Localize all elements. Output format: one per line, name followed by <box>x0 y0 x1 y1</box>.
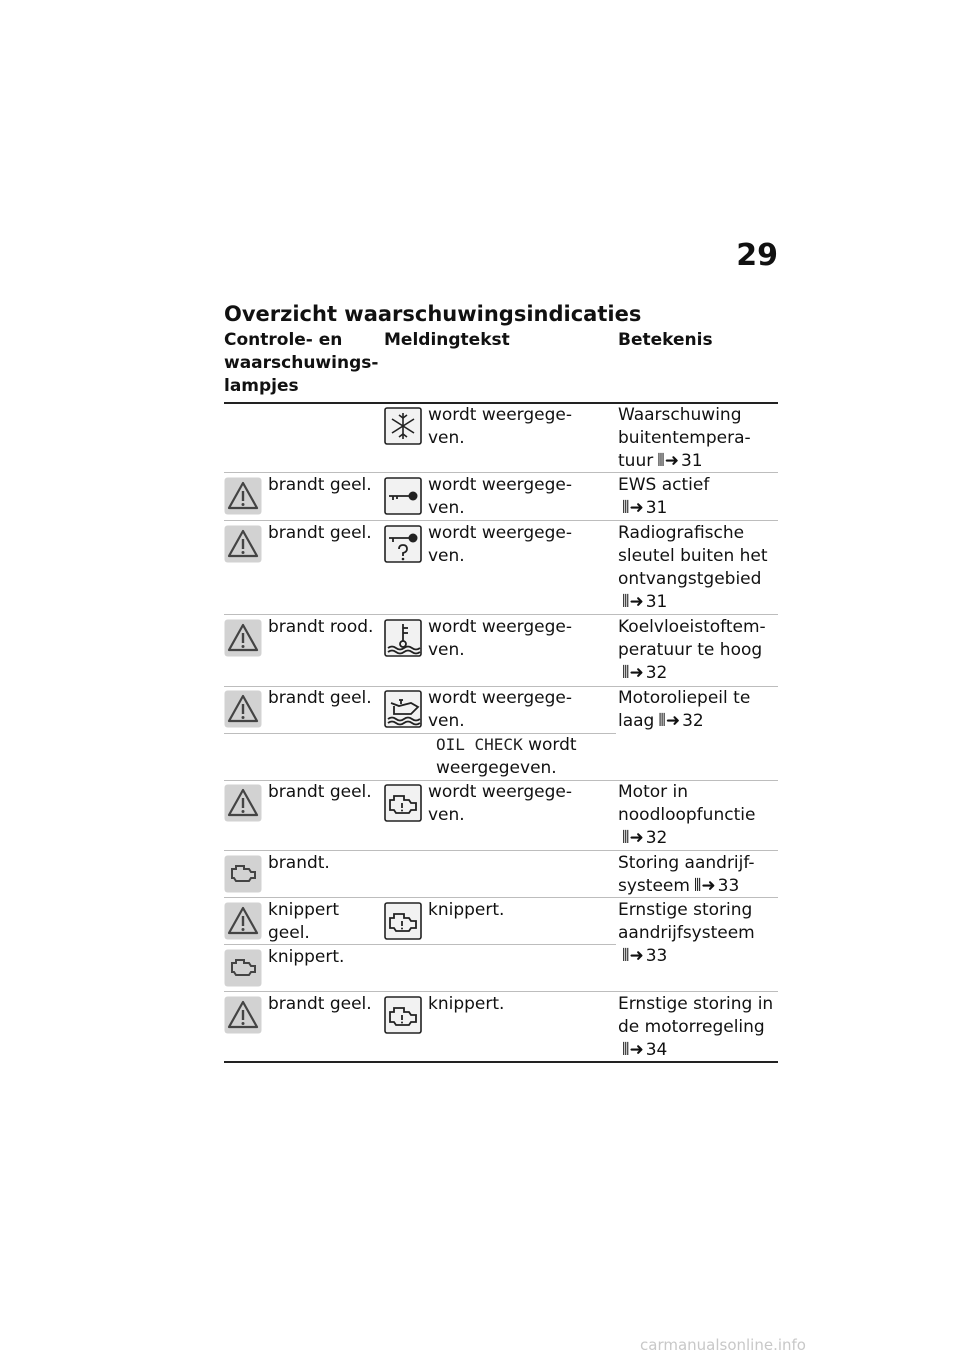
row8-meaning: Ernstige storing aandrijfsysteem ⦀➜ 33 <box>618 900 755 966</box>
row3-lamp: brandt geel. <box>268 523 372 543</box>
engine-icon <box>384 902 422 940</box>
warning-triangle-icon <box>224 619 262 657</box>
row1-message: wordt weergege-ven. <box>428 405 573 448</box>
warning-triangle-icon <box>224 784 262 822</box>
reference-arrow-icon: ⦀➜ <box>693 876 716 896</box>
row5-lamp: brandt geel. <box>268 688 372 708</box>
reference-arrow-icon: ⦀➜ <box>622 498 644 518</box>
oil-can-icon <box>384 690 422 728</box>
snowflake-icon <box>384 407 422 445</box>
reference-arrow-icon: ⦀➜ <box>657 451 679 471</box>
row5-message: wordt weergege-ven. <box>428 688 573 731</box>
row2-lamp: brandt geel. <box>268 475 372 495</box>
warning-triangle-icon <box>224 996 262 1034</box>
row6-meaning: Motor in noodloopfunctie ⦀➜ 32 <box>618 782 756 848</box>
warning-triangle-icon <box>224 477 262 515</box>
key-question-icon <box>384 525 422 563</box>
row3-meaning: Radiografische sleutel buiten het ontvangstgebied ⦀➜ 31 <box>618 523 768 612</box>
row2-message: wordt weergege-ven. <box>428 475 573 518</box>
row6-lamp: brandt geel. <box>268 782 372 802</box>
section-title: Overzicht waarschuwingsindicaties <box>224 302 642 326</box>
reference-arrow-icon: ⦀➜ <box>622 828 644 848</box>
engine-icon <box>384 784 422 822</box>
row1-meaning: Waarschuwing buitentempera-tuur ⦀➜ 31 <box>618 405 751 471</box>
reference-arrow-icon: ⦀➜ <box>622 1040 644 1060</box>
row8-message: knippert. <box>428 900 505 920</box>
header-meaning: Betekenis <box>618 330 713 350</box>
row3-message: wordt weergege-ven. <box>428 523 573 566</box>
footer-watermark: carmanualsonline.info <box>640 1336 806 1354</box>
page-number: 29 <box>736 238 778 273</box>
row4-meaning: Koelvloeistoftem-peratuur te hoog ⦀➜ 32 <box>618 617 766 683</box>
row5-extra-message: OIL CHECK wordt weergegeven. <box>436 735 577 778</box>
warning-triangle-icon <box>224 902 262 940</box>
engine-icon <box>384 996 422 1034</box>
row4-message: wordt weergege-ven. <box>428 617 573 660</box>
warning-triangle-icon <box>224 690 262 728</box>
table-bottom-rule <box>224 1061 778 1063</box>
row5-meaning: Motoroliepeil te laag ⦀➜ 32 <box>618 688 751 731</box>
reference-arrow-icon: ⦀➜ <box>622 663 644 683</box>
header-message: Meldingtekst <box>384 330 510 350</box>
coolant-temp-icon <box>384 619 422 657</box>
engine-warning-icon <box>224 855 262 893</box>
reference-arrow-icon: ⦀➜ <box>622 592 644 612</box>
reference-arrow-icon: ⦀➜ <box>658 711 681 731</box>
warning-triangle-icon <box>224 525 262 563</box>
row9-meaning: Ernstige storing in de motorregeling ⦀➜ 34 <box>618 994 774 1060</box>
row6-message: wordt weergege-ven. <box>428 782 573 825</box>
engine-warning-icon <box>224 949 262 987</box>
row4-lamp: brandt rood. <box>268 617 374 637</box>
row7-lamp: brandt. <box>268 853 330 873</box>
row8-lamp: knippert geel. <box>268 900 340 943</box>
row9-message: knippert. <box>428 994 505 1014</box>
header-lamps: Controle- en waarschuwings-lampjes <box>224 330 379 396</box>
row2-meaning: EWS actief ⦀➜ 31 <box>618 475 710 518</box>
row9-lamp: brandt geel. <box>268 994 372 1014</box>
row7-meaning: Storing aandrijf-systeem ⦀➜ 33 <box>618 853 755 896</box>
row8-lamp2: knippert. <box>268 947 345 967</box>
reference-arrow-icon: ⦀➜ <box>622 946 644 966</box>
key-icon <box>384 477 422 515</box>
